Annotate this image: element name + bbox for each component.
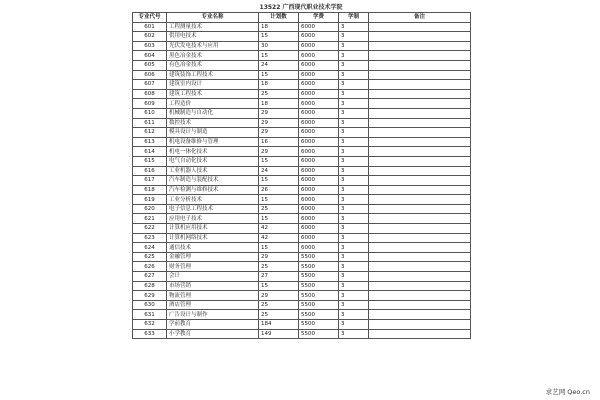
cell-plan-count: 29 bbox=[259, 118, 299, 128]
cell-duration: 3 bbox=[339, 166, 369, 176]
table-row bbox=[133, 233, 471, 243]
cell-major-name: 工业分析技术 bbox=[167, 195, 259, 205]
header-plan-count: 计划数 bbox=[259, 13, 299, 23]
header-major-name: 专业名称 bbox=[167, 13, 259, 23]
table-row bbox=[133, 137, 471, 147]
cell-major-code: 632 bbox=[133, 320, 167, 330]
cell-plan-count: 15 bbox=[259, 243, 299, 253]
cell-major-code: 613 bbox=[133, 137, 167, 147]
document-title: 13522 广西现代职业技术学院 bbox=[259, 4, 343, 11]
cell-major-code: 605 bbox=[133, 60, 167, 70]
cell-plan-count: 42 bbox=[259, 233, 299, 243]
cell-major-code: 629 bbox=[133, 291, 167, 301]
cell-major-code: 612 bbox=[133, 128, 167, 138]
cell-duration: 3 bbox=[339, 70, 369, 80]
cell-tuition: 6000 bbox=[299, 166, 339, 176]
cell-remarks bbox=[369, 310, 471, 320]
cell-remarks bbox=[369, 128, 471, 138]
cell-duration: 3 bbox=[339, 300, 369, 310]
cell-remarks bbox=[369, 300, 471, 310]
cell-major-name: 汽车检测与维修技术 bbox=[167, 185, 259, 195]
cell-tuition: 6000 bbox=[299, 32, 339, 42]
cell-tuition: 6000 bbox=[299, 195, 339, 205]
cell-duration: 3 bbox=[339, 272, 369, 282]
table-row bbox=[133, 272, 471, 282]
cell-major-code: 628 bbox=[133, 281, 167, 291]
cell-major-code: 615 bbox=[133, 156, 167, 166]
cell-remarks bbox=[369, 262, 471, 272]
cell-plan-count: 26 bbox=[259, 185, 299, 195]
cell-duration: 3 bbox=[339, 99, 369, 109]
cell-plan-count: 149 bbox=[259, 329, 299, 339]
cell-plan-count: 25 bbox=[259, 300, 299, 310]
cell-plan-count: 30 bbox=[259, 41, 299, 51]
cell-major-name: 建筑装饰工程技术 bbox=[167, 70, 259, 80]
cell-plan-count: 42 bbox=[259, 224, 299, 234]
cell-plan-count: 25 bbox=[259, 204, 299, 214]
cell-plan-count: 18 bbox=[259, 99, 299, 109]
cell-tuition: 5500 bbox=[299, 252, 339, 262]
cell-major-name: 有色冶金技术 bbox=[167, 60, 259, 70]
cell-remarks bbox=[369, 195, 471, 205]
cell-remarks bbox=[369, 243, 471, 253]
table-row bbox=[133, 214, 471, 224]
cell-remarks bbox=[369, 320, 471, 330]
table-row bbox=[133, 156, 471, 166]
cell-plan-count: 29 bbox=[259, 108, 299, 118]
cell-tuition: 5500 bbox=[299, 300, 339, 310]
cell-duration: 3 bbox=[339, 224, 369, 234]
cell-major-name: 电气自动化技术 bbox=[167, 156, 259, 166]
cell-duration: 3 bbox=[339, 60, 369, 70]
cell-plan-count: 15 bbox=[259, 51, 299, 61]
table-row bbox=[133, 60, 471, 70]
cell-plan-count: 29 bbox=[259, 291, 299, 301]
cell-major-code: 611 bbox=[133, 118, 167, 128]
cell-remarks bbox=[369, 281, 471, 291]
cell-plan-count: 18 bbox=[259, 22, 299, 32]
cell-remarks bbox=[369, 70, 471, 80]
cell-tuition: 6000 bbox=[299, 108, 339, 118]
cell-tuition: 6000 bbox=[299, 41, 339, 51]
cell-major-name: 供用电技术 bbox=[167, 32, 259, 42]
table-row bbox=[133, 300, 471, 310]
cell-duration: 3 bbox=[339, 329, 369, 339]
cell-major-code: 621 bbox=[133, 214, 167, 224]
cell-tuition: 6000 bbox=[299, 243, 339, 253]
table-row bbox=[133, 108, 471, 118]
cell-remarks bbox=[369, 137, 471, 147]
cell-major-name: 汽车制造与装配技术 bbox=[167, 176, 259, 186]
cell-major-code: 619 bbox=[133, 195, 167, 205]
cell-major-name: 物流管理 bbox=[167, 291, 259, 301]
table-row bbox=[133, 89, 471, 99]
cell-tuition: 6000 bbox=[299, 80, 339, 90]
cell-tuition: 6000 bbox=[299, 214, 339, 224]
cell-duration: 3 bbox=[339, 185, 369, 195]
cell-duration: 3 bbox=[339, 41, 369, 51]
cell-tuition: 6000 bbox=[299, 70, 339, 80]
cell-duration: 3 bbox=[339, 176, 369, 186]
cell-major-name: 工业机器人技术 bbox=[167, 166, 259, 176]
cell-duration: 3 bbox=[339, 51, 369, 61]
cell-major-code: 606 bbox=[133, 70, 167, 80]
cell-remarks bbox=[369, 224, 471, 234]
cell-plan-count: 18 bbox=[259, 80, 299, 90]
cell-plan-count: 15 bbox=[259, 281, 299, 291]
cell-plan-count: 15 bbox=[259, 195, 299, 205]
cell-duration: 3 bbox=[339, 137, 369, 147]
table-row bbox=[133, 147, 471, 157]
cell-major-code: 624 bbox=[133, 243, 167, 253]
cell-tuition: 5500 bbox=[299, 329, 339, 339]
cell-duration: 3 bbox=[339, 118, 369, 128]
cell-major-code: 616 bbox=[133, 166, 167, 176]
site-watermark: 求艺网 Qeo.cn bbox=[545, 388, 590, 396]
table-header-row bbox=[133, 13, 471, 23]
cell-tuition: 6000 bbox=[299, 156, 339, 166]
cell-major-code: 607 bbox=[133, 80, 167, 90]
cell-major-name: 计算机网络技术 bbox=[167, 233, 259, 243]
cell-tuition: 6000 bbox=[299, 128, 339, 138]
cell-duration: 3 bbox=[339, 262, 369, 272]
cell-major-code: 614 bbox=[133, 147, 167, 157]
table-row bbox=[133, 224, 471, 234]
header-major-code: 专业代号 bbox=[133, 13, 167, 23]
cell-major-name: 机电设备维修与管理 bbox=[167, 137, 259, 147]
cell-major-name: 金融管理 bbox=[167, 252, 259, 262]
cell-major-name: 电子信息工程技术 bbox=[167, 204, 259, 214]
admission-plan-sheet bbox=[132, 3, 470, 339]
header-duration: 学制 bbox=[339, 13, 369, 23]
cell-remarks bbox=[369, 89, 471, 99]
cell-major-name: 模具设计与制造 bbox=[167, 128, 259, 138]
cell-major-code: 601 bbox=[133, 22, 167, 32]
cell-tuition: 5500 bbox=[299, 291, 339, 301]
cell-duration: 3 bbox=[339, 32, 369, 42]
cell-duration: 3 bbox=[339, 147, 369, 157]
cell-plan-count: 15 bbox=[259, 32, 299, 42]
cell-remarks bbox=[369, 80, 471, 90]
table-row bbox=[133, 310, 471, 320]
cell-plan-count: 25 bbox=[259, 89, 299, 99]
cell-duration: 3 bbox=[339, 195, 369, 205]
cell-remarks bbox=[369, 291, 471, 301]
cell-tuition: 5500 bbox=[299, 262, 339, 272]
cell-duration: 3 bbox=[339, 291, 369, 301]
cell-plan-count: 29 bbox=[259, 128, 299, 138]
table-row bbox=[133, 329, 471, 339]
cell-tuition: 5500 bbox=[299, 320, 339, 330]
cell-remarks bbox=[369, 22, 471, 32]
table-row bbox=[133, 243, 471, 253]
cell-major-code: 626 bbox=[133, 262, 167, 272]
cell-remarks bbox=[369, 204, 471, 214]
cell-major-code: 602 bbox=[133, 32, 167, 42]
cell-major-name: 市场营销 bbox=[167, 281, 259, 291]
cell-plan-count: 29 bbox=[259, 147, 299, 157]
cell-duration: 3 bbox=[339, 156, 369, 166]
cell-plan-count: 29 bbox=[259, 252, 299, 262]
cell-major-code: 603 bbox=[133, 41, 167, 51]
table-row bbox=[133, 252, 471, 262]
cell-major-code: 620 bbox=[133, 204, 167, 214]
table-row bbox=[133, 166, 471, 176]
cell-tuition: 5500 bbox=[299, 272, 339, 282]
cell-major-code: 609 bbox=[133, 99, 167, 109]
cell-tuition: 5500 bbox=[299, 281, 339, 291]
table-row bbox=[133, 262, 471, 272]
cell-remarks bbox=[369, 41, 471, 51]
table-row bbox=[133, 51, 471, 61]
cell-major-name: 工程测量技术 bbox=[167, 22, 259, 32]
cell-remarks bbox=[369, 233, 471, 243]
cell-major-code: 604 bbox=[133, 51, 167, 61]
cell-plan-count: 15 bbox=[259, 214, 299, 224]
cell-major-name: 黑色冶金技术 bbox=[167, 51, 259, 61]
cell-major-name: 应用电子技术 bbox=[167, 214, 259, 224]
cell-remarks bbox=[369, 329, 471, 339]
cell-major-name: 机电一体化技术 bbox=[167, 147, 259, 157]
cell-duration: 3 bbox=[339, 22, 369, 32]
cell-tuition: 6000 bbox=[299, 51, 339, 61]
cell-remarks bbox=[369, 176, 471, 186]
cell-duration: 3 bbox=[339, 243, 369, 253]
cell-plan-count: 184 bbox=[259, 320, 299, 330]
cell-tuition: 6000 bbox=[299, 22, 339, 32]
table-row bbox=[133, 22, 471, 32]
cell-duration: 3 bbox=[339, 108, 369, 118]
table-row bbox=[133, 70, 471, 80]
cell-major-name: 通信技术 bbox=[167, 243, 259, 253]
cell-major-name: 光伏发电技术与应用 bbox=[167, 41, 259, 51]
table-row bbox=[133, 118, 471, 128]
cell-remarks bbox=[369, 60, 471, 70]
cell-duration: 3 bbox=[339, 320, 369, 330]
cell-plan-count: 24 bbox=[259, 60, 299, 70]
table-row bbox=[133, 99, 471, 109]
cell-tuition: 6000 bbox=[299, 233, 339, 243]
cell-duration: 3 bbox=[339, 204, 369, 214]
cell-tuition: 6000 bbox=[299, 204, 339, 214]
cell-major-code: 608 bbox=[133, 89, 167, 99]
cell-remarks bbox=[369, 51, 471, 61]
cell-remarks bbox=[369, 118, 471, 128]
cell-remarks bbox=[369, 252, 471, 262]
cell-tuition: 6000 bbox=[299, 176, 339, 186]
cell-plan-count: 16 bbox=[259, 137, 299, 147]
cell-plan-count: 24 bbox=[259, 166, 299, 176]
header-remarks: 备注 bbox=[369, 13, 471, 23]
cell-major-name: 建筑工程技术 bbox=[167, 89, 259, 99]
cell-plan-count: 15 bbox=[259, 156, 299, 166]
cell-major-name: 学前教育 bbox=[167, 320, 259, 330]
cell-major-code: 623 bbox=[133, 233, 167, 243]
table-row bbox=[133, 128, 471, 138]
cell-major-code: 627 bbox=[133, 272, 167, 282]
cell-plan-count: 27 bbox=[259, 272, 299, 282]
cell-plan-count: 15 bbox=[259, 70, 299, 80]
table-row bbox=[133, 185, 471, 195]
table-row bbox=[133, 176, 471, 186]
header-tuition: 学费 bbox=[299, 13, 339, 23]
cell-duration: 3 bbox=[339, 89, 369, 99]
cell-plan-count: 15 bbox=[259, 176, 299, 186]
cell-plan-count: 25 bbox=[259, 310, 299, 320]
cell-tuition: 6000 bbox=[299, 147, 339, 157]
cell-major-code: 622 bbox=[133, 224, 167, 234]
cell-remarks bbox=[369, 185, 471, 195]
cell-tuition: 6000 bbox=[299, 118, 339, 128]
cell-remarks bbox=[369, 166, 471, 176]
cell-major-name: 建筑室内设计 bbox=[167, 80, 259, 90]
cell-major-name: 会计 bbox=[167, 272, 259, 282]
cell-duration: 3 bbox=[339, 281, 369, 291]
table-row bbox=[133, 195, 471, 205]
cell-major-code: 633 bbox=[133, 329, 167, 339]
cell-duration: 3 bbox=[339, 80, 369, 90]
cell-tuition: 6000 bbox=[299, 137, 339, 147]
table-row bbox=[133, 320, 471, 330]
cell-major-name: 计算机应用技术 bbox=[167, 224, 259, 234]
cell-remarks bbox=[369, 108, 471, 118]
cell-tuition: 6000 bbox=[299, 60, 339, 70]
cell-major-name: 广告设计与制作 bbox=[167, 310, 259, 320]
cell-remarks bbox=[369, 99, 471, 109]
table-row bbox=[133, 291, 471, 301]
cell-major-name: 数控技术 bbox=[167, 118, 259, 128]
cell-major-code: 617 bbox=[133, 176, 167, 186]
table-row bbox=[133, 204, 471, 214]
cell-major-code: 618 bbox=[133, 185, 167, 195]
cell-duration: 3 bbox=[339, 214, 369, 224]
admission-plan-table bbox=[132, 12, 471, 339]
cell-remarks bbox=[369, 147, 471, 157]
cell-duration: 3 bbox=[339, 252, 369, 262]
cell-major-name: 财务管理 bbox=[167, 262, 259, 272]
cell-major-name: 工程造价 bbox=[167, 99, 259, 109]
table-row bbox=[133, 32, 471, 42]
cell-major-code: 631 bbox=[133, 310, 167, 320]
cell-tuition: 6000 bbox=[299, 89, 339, 99]
cell-tuition: 6000 bbox=[299, 185, 339, 195]
cell-tuition: 5500 bbox=[299, 310, 339, 320]
cell-tuition: 6000 bbox=[299, 99, 339, 109]
cell-major-name: 酒店管理 bbox=[167, 300, 259, 310]
cell-remarks bbox=[369, 156, 471, 166]
table-row bbox=[133, 41, 471, 51]
table-row bbox=[133, 281, 471, 291]
table-row bbox=[133, 80, 471, 90]
cell-duration: 3 bbox=[339, 310, 369, 320]
cell-major-code: 630 bbox=[133, 300, 167, 310]
cell-major-code: 610 bbox=[133, 108, 167, 118]
cell-major-code: 625 bbox=[133, 252, 167, 262]
cell-duration: 3 bbox=[339, 233, 369, 243]
cell-remarks bbox=[369, 214, 471, 224]
cell-major-name: 小学教育 bbox=[167, 329, 259, 339]
cell-tuition: 6000 bbox=[299, 224, 339, 234]
cell-remarks bbox=[369, 272, 471, 282]
cell-major-name: 机械制造与自动化 bbox=[167, 108, 259, 118]
cell-plan-count: 25 bbox=[259, 262, 299, 272]
cell-remarks bbox=[369, 32, 471, 42]
cell-duration: 3 bbox=[339, 128, 369, 138]
